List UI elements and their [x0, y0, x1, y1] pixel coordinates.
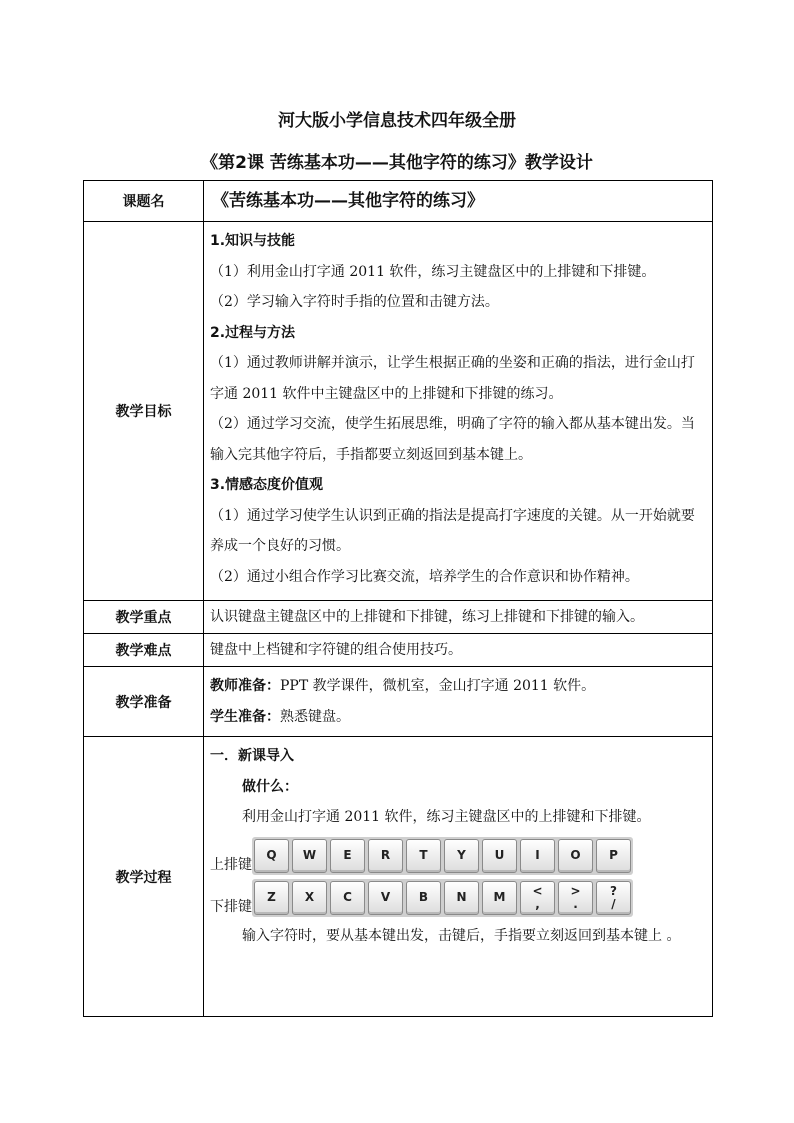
key-glyph: ? — [610, 883, 617, 898]
goal-item: （2）通过小组合作学习比赛交流，培养学生的合作意识和协作精神。 — [210, 568, 639, 585]
difficulty-value: 键盘中上档键和字符键的组合使用技巧。 — [210, 642, 462, 658]
lower-row-label: 下排键 — [210, 898, 252, 915]
student-prep-value: 熟悉键盘。 — [280, 708, 350, 725]
keyboard-key — [254, 881, 289, 915]
process-cell — [204, 737, 713, 1017]
teacher-prep-value: PPT 教学课件，微机室，金山打字通 2011 软件。 — [280, 678, 596, 694]
keyboard-key — [406, 881, 441, 915]
keyboard-key — [444, 839, 479, 873]
goal-item: （1）通过学习使学生认识到正确的指法是提高打字速度的关键。从一开始就要养成一个良好的习惯。 — [210, 507, 695, 554]
process-note: 输入字符时，要从基本键出发，击键后，手指要立刻返回到基本键上 。 — [242, 927, 681, 944]
keyboard-key — [330, 881, 365, 915]
key-glyph: P — [609, 848, 618, 862]
student-prep-label: 学生准备： — [210, 708, 280, 725]
keyboard-key — [368, 881, 403, 915]
process-section-heading: 一．新课导入 — [210, 748, 294, 764]
goal-item: （1）通过教师讲解并演示，让学生根据正确的坐姿和正确的指法，进行金山打字通 2011 软件中主键盘区中的上排键和下排键的练习。 — [210, 355, 695, 402]
topic-value: 《苦练基本功——其他字符的练习》 — [212, 191, 484, 211]
key-points-label: 教学重点 — [84, 601, 204, 634]
goal-item: （2）学习输入字符时手指的位置和击键方法。 — [210, 294, 499, 310]
keyboard-key — [558, 839, 593, 873]
row-goals — [84, 222, 713, 601]
key-points-value: 认识键盘主键盘区中的上排键和下排键，练习上排键和下排键的输入。 — [210, 609, 644, 625]
keyboard-key — [292, 881, 327, 915]
key-glyph: , — [535, 896, 540, 911]
keyboard-key — [482, 839, 517, 873]
key-glyph: > — [570, 883, 581, 898]
teacher-prep — [210, 671, 706, 702]
key-glyph: T — [419, 848, 428, 862]
process-description: 利用金山打字通 2011 软件，练习主键盘区中的上排键和下排键。 — [242, 809, 651, 825]
goal-heading-3: 3.情感态度价值观 — [210, 477, 324, 493]
key-glyph: . — [573, 896, 578, 911]
key-glyph: Z — [267, 890, 276, 904]
key-glyph: B — [418, 890, 429, 904]
key-glyph: M — [493, 890, 506, 904]
row-topic — [84, 181, 713, 222]
keyboard-key — [444, 881, 479, 915]
topic-cell — [204, 181, 713, 222]
key-glyph: O — [570, 848, 581, 862]
teacher-prep-label: 教师准备： — [210, 678, 280, 694]
goal-item: （2）通过学习交流，使学生拓展思维，明确了字符的输入都从基本键出发。当输入完其他字符后，手指都要立刻返回到基本键上。 — [210, 416, 695, 463]
preparation-cell — [204, 667, 713, 737]
goal-item: （1）利用金山打字通 2011 软件，练习主键盘区中的上排键和下排键。 — [210, 263, 656, 280]
goal-heading-2: 2.过程与方法 — [210, 324, 296, 341]
difficulty-cell — [204, 634, 713, 667]
row-preparation — [84, 667, 713, 737]
upper-row — [210, 837, 706, 875]
goal-heading-1: 1.知识与技能 — [210, 233, 296, 249]
topic-label: 课题名 — [84, 181, 204, 222]
keyboard-key — [482, 881, 517, 915]
upper-row-keys — [252, 837, 633, 875]
key-glyph: U — [494, 848, 505, 862]
key-glyph: I — [535, 848, 540, 862]
document-subtitle: 《第2课 苦练基本功——其他字符的练习》教学设计 — [201, 153, 593, 173]
lesson-plan-table — [83, 180, 713, 1017]
keyboard-key — [254, 839, 289, 873]
keyboard-key — [520, 839, 555, 873]
row-key-points — [84, 601, 713, 634]
keyboard-key — [368, 839, 403, 873]
student-prep — [210, 702, 706, 733]
key-glyph: C — [343, 890, 352, 904]
key-glyph: E — [343, 848, 352, 862]
difficulty-label: 教学难点 — [84, 634, 204, 667]
key-glyph: / — [611, 896, 616, 911]
upper-row-label: 上排键 — [210, 856, 252, 873]
row-process — [84, 737, 713, 1017]
key-glyph: V — [380, 890, 391, 904]
keyboard-key — [558, 881, 593, 915]
goals-cell — [204, 222, 713, 601]
keyboard-key — [406, 839, 441, 873]
keyboard-key — [520, 881, 555, 915]
document-title: 河大版小学信息技术四年级全册 — [278, 111, 516, 131]
key-points-cell — [204, 601, 713, 634]
key-glyph: < — [532, 883, 543, 898]
process-subheading: 做什么： — [242, 778, 298, 795]
keyboard-key — [292, 839, 327, 873]
process-label: 教学过程 — [84, 737, 204, 1017]
key-glyph: N — [456, 890, 467, 904]
key-glyph: Y — [457, 848, 466, 862]
lower-row — [210, 879, 706, 917]
goals-label: 教学目标 — [84, 222, 204, 601]
key-glyph: X — [304, 890, 315, 904]
row-difficulty — [84, 634, 713, 667]
lower-row-keys — [252, 879, 633, 917]
keyboard-key — [330, 839, 365, 873]
key-glyph: Q — [266, 848, 277, 862]
keyboard-key — [596, 839, 631, 873]
preparation-label: 教学准备 — [84, 667, 204, 737]
key-glyph: W — [302, 848, 317, 862]
key-glyph: R — [380, 848, 391, 862]
keyboard-key — [596, 881, 631, 915]
